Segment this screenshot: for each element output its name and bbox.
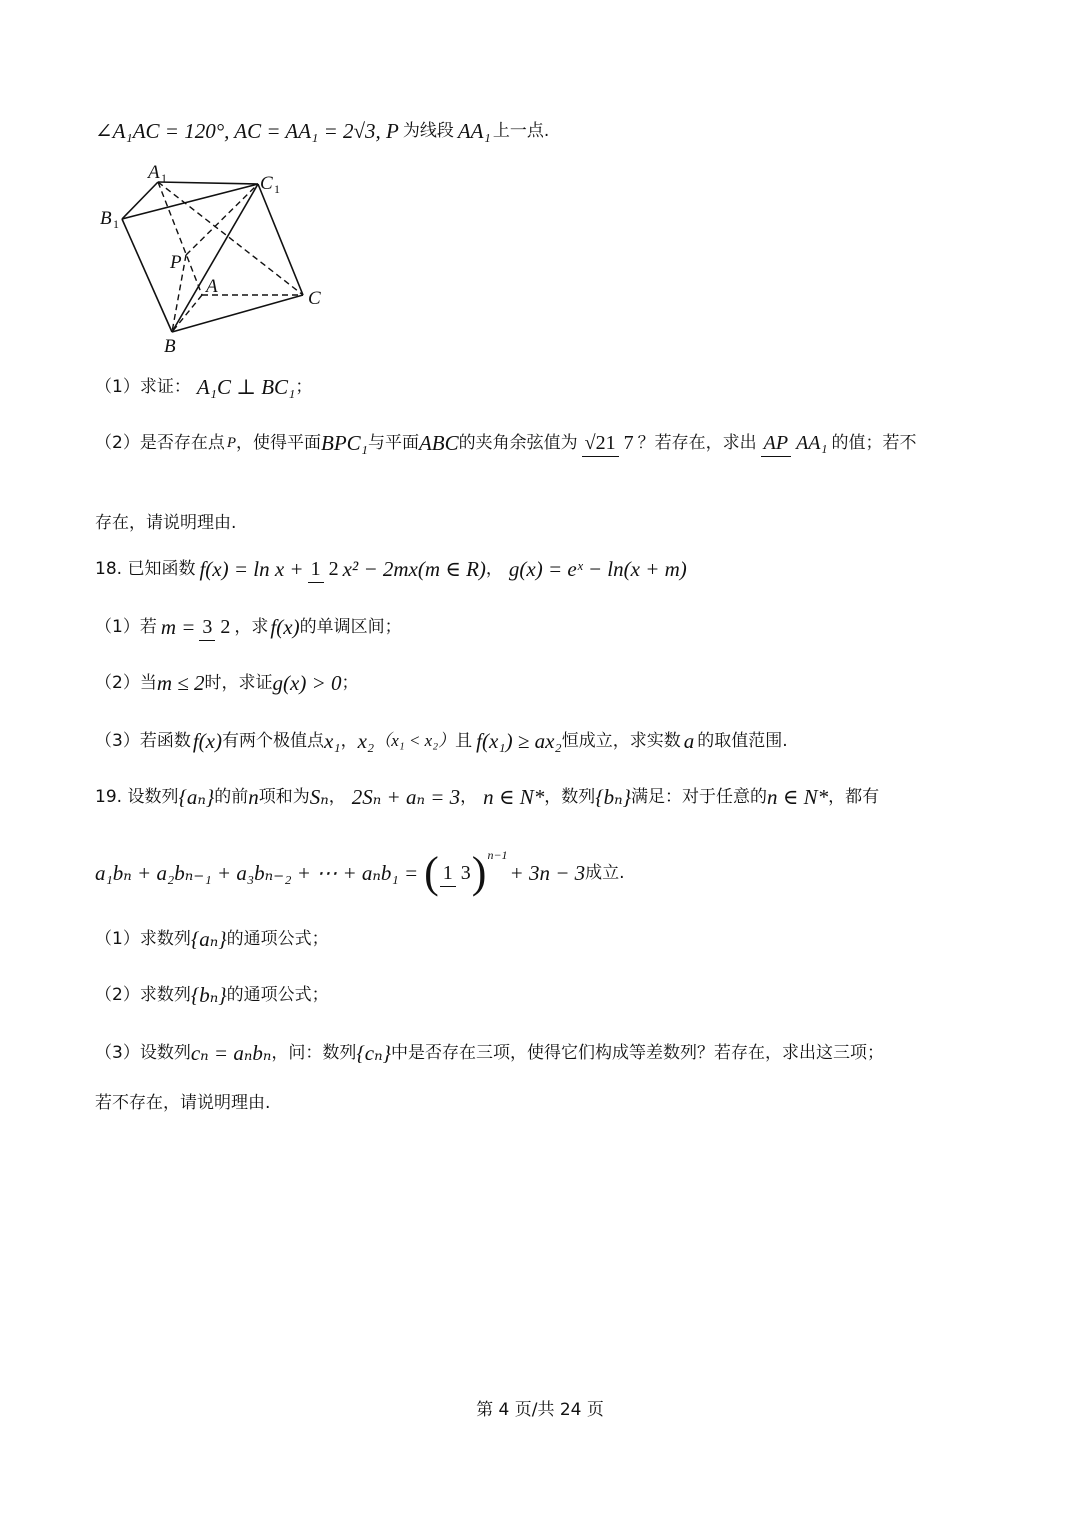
q18-p3-text2: 恒成立，求实数 [561, 731, 681, 751]
label-B: B [164, 336, 176, 357]
label-A1-sub: 1 [161, 171, 167, 185]
q18-stem [95, 554, 687, 584]
q18-p1-m: m = [160, 615, 196, 639]
third-den: 3 [460, 862, 471, 884]
q19-p2-label: （2）求数列 [95, 985, 191, 1005]
q19-sum-left: a₁bₙ + a₂bₙ₋₁ + a₃bₙ₋₂ + ⋯ + aₙb₁ = [95, 861, 419, 885]
q17-p2-plane2: ABC [418, 431, 459, 455]
q18-p2-label: （2）当 [95, 673, 157, 693]
q17-p2-text4: ？若存在，求出 [637, 433, 757, 453]
q17-part2 [95, 428, 916, 458]
q19-sum-line [95, 848, 625, 898]
three-halves-den: 2 [220, 616, 231, 638]
prism-figure [90, 160, 350, 360]
label-A: A [206, 276, 218, 297]
q19-sep: ， [328, 787, 346, 807]
q19-cont: 若不存在，请说明理由. [95, 1093, 271, 1113]
ratio-num: AP [761, 430, 791, 457]
paren-right: ) [471, 848, 487, 897]
q18-p3-a: a [683, 729, 695, 753]
three-halves-fraction [199, 612, 230, 642]
q19-bn: {bₙ} [595, 785, 632, 809]
q18-p3-text1: 有两个极值点 [221, 731, 324, 751]
q18-p2-ineq: g(x) > 0 [272, 671, 342, 695]
q19-t1: 的前 [214, 787, 249, 807]
q17-p2-cont: 存在，请说明理由. [95, 513, 237, 533]
q18-p3-x1: x₁ [323, 729, 341, 753]
intro-text: 为线段 [402, 121, 454, 141]
label-A1: A [148, 162, 160, 183]
q19-p1-an: {aₙ} [190, 927, 227, 951]
q19-t2: 项和为 [258, 787, 310, 807]
q17-p2-point: P [226, 435, 236, 451]
q19-p3-t1: ，问：数列 [271, 1043, 357, 1063]
paren-left: ( [424, 848, 439, 897]
q18-p3-label: （3）若函数 [95, 731, 191, 751]
q19-exp: n−1 [487, 848, 508, 862]
q18-p3-ineq: f(x₁) ≥ ax₂ [476, 729, 562, 753]
q19-p2-bn: {bₙ} [190, 983, 227, 1007]
q18-p3-and: 且 [455, 731, 473, 751]
q17-p2-label: （2）是否存在点 [95, 433, 225, 453]
q18-p1-fx: f(x) [270, 615, 300, 639]
q19-cond2: n ∈ N* [767, 785, 829, 809]
q18-part2 [95, 668, 359, 698]
q17-p1-label: （1）求证： [95, 377, 191, 397]
page-footer: 第 4 页/共 24 页 [476, 1400, 604, 1420]
q18-fx-left: f(x) = ln x + [199, 557, 304, 581]
q19-sum-end: 成立. [585, 863, 625, 883]
q18-gx: g(x) = eˣ − ln(x + m) [508, 557, 687, 581]
label-C1: C [260, 173, 273, 194]
q18-part3 [95, 726, 788, 756]
label-B1: B [100, 208, 112, 229]
q17-p2-text3: 的夹角余弦值为 [458, 433, 578, 453]
q19-t4: 满足：对于任意的 [631, 787, 768, 807]
q18-stem-label: 18. 已知函数 [95, 559, 196, 579]
q19-stem [95, 782, 879, 812]
q19-part3-cont [95, 1088, 270, 1118]
label-C1-sub: 1 [274, 182, 280, 196]
label-B1-sub: 1 [113, 217, 119, 231]
q19-p2-end: 的通项公式； [226, 985, 329, 1005]
third-num: 1 [440, 860, 456, 887]
q19-cond: n ∈ N* [483, 785, 545, 809]
q17-p2-plane1: BPC₁ [321, 431, 368, 455]
q19-sep2: ， [460, 787, 478, 807]
three-halves-num: 3 [199, 614, 215, 641]
q19-part1 [95, 924, 329, 954]
q18-p1-text: ，求 [234, 617, 269, 637]
half-fraction [308, 554, 339, 584]
q17-p2-text1: ，使得平面 [236, 433, 321, 453]
intro-math2: AA₁ [457, 119, 491, 143]
q19-t5: ，都有 [828, 787, 880, 807]
third-fraction [440, 858, 471, 888]
q19-p3-t2: 中是否存在三项，使得它们构成等差数列？若存在，求出这三项； [391, 1043, 884, 1063]
q19-sum-right: + 3n − 3 [509, 861, 586, 885]
intro-math: ∠A₁AC = 120°, AC = AA₁ = 2√3, P [95, 119, 399, 143]
half-den: 2 [328, 558, 339, 580]
q17-p1-math: A₁C ⊥ BC₁ [196, 375, 296, 399]
intro-text2: 上一点. [492, 121, 550, 141]
cosine-fraction [582, 428, 634, 458]
q18-sep: ， [485, 559, 503, 579]
cosine-den: 7 [623, 432, 634, 454]
cosine-num: √21 [582, 430, 619, 457]
intro-line [95, 116, 549, 146]
ratio-den: AA₁ [796, 432, 828, 454]
q19-Sn: Sₙ [309, 785, 329, 809]
q19-n: n [248, 785, 259, 809]
q18-p3-fx: f(x) [192, 729, 222, 753]
q19-p3-cn: cₙ = aₙbₙ [190, 1041, 272, 1065]
ratio-fraction [761, 428, 828, 458]
q18-p1-end: 的单调区间； [299, 617, 402, 637]
half-num: 1 [308, 556, 324, 583]
q18-p3-sep: ， [340, 731, 358, 751]
q18-p3-cond: （x₁ < x₂） [374, 731, 456, 750]
q19-an: {aₙ} [178, 785, 215, 809]
label-C: C [308, 288, 321, 309]
q18-fx-right: x² − 2mx(m ∈ R) [342, 557, 486, 581]
q17-p2-text5: 的值；若不 [831, 433, 917, 453]
q19-part3 [95, 1038, 884, 1068]
q19-p1-label: （1）求数列 [95, 929, 191, 949]
q18-p1-label: （1）若 [95, 617, 157, 637]
q19-eq: 2Sₙ + aₙ = 3 [351, 785, 461, 809]
label-P: P [170, 252, 182, 273]
q18-p2-text: 时，求证 [204, 673, 273, 693]
q17-p1-end: ； [295, 377, 313, 397]
q19-p1-end: 的通项公式； [226, 929, 329, 949]
q18-p3-x2: x₂ [357, 729, 375, 753]
q19-part2 [95, 980, 329, 1010]
q17-p2-text2: 与平面 [367, 433, 419, 453]
q18-p2-end: ； [341, 673, 359, 693]
q17-part1 [95, 372, 312, 402]
q19-p3-label: （3）设数列 [95, 1043, 191, 1063]
q19-p3-cn2: {cₙ} [356, 1041, 391, 1065]
q19-t3: ，数列 [544, 787, 596, 807]
q19-stem-label: 19. 设数列 [95, 787, 179, 807]
q18-p3-end: 的取值范围. [697, 731, 788, 751]
q17-part2-cont [95, 508, 236, 538]
q18-p2-cond: m ≤ 2 [156, 671, 205, 695]
q18-part1 [95, 612, 402, 642]
